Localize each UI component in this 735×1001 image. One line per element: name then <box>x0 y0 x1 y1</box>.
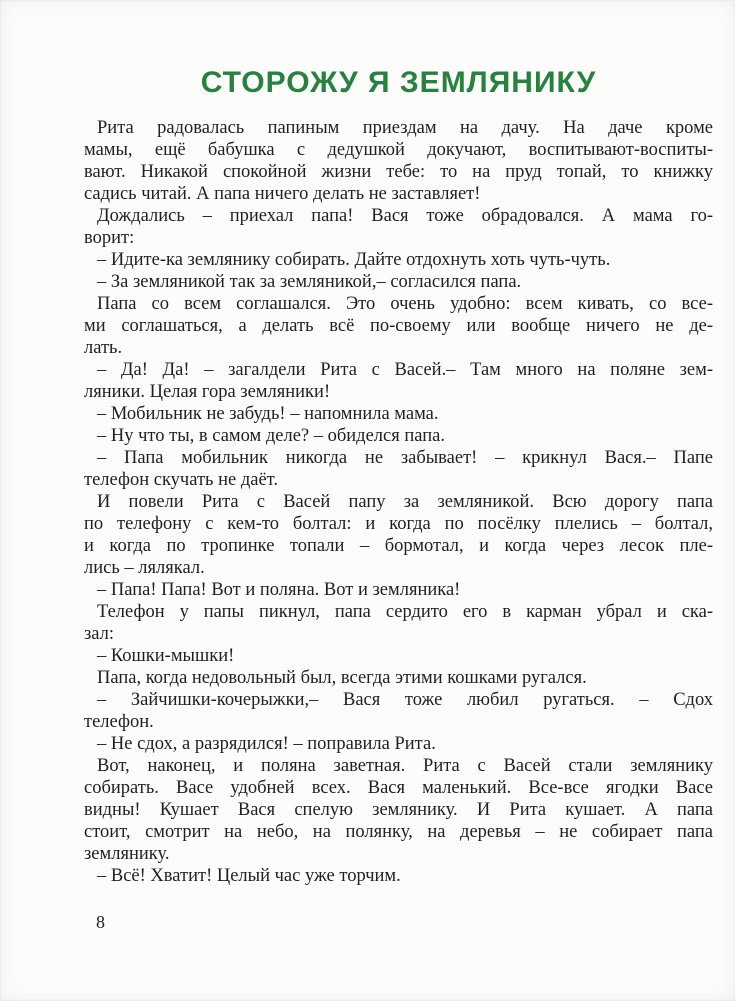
story-title: СТОРОЖУ Я ЗЕМЛЯНИКУ <box>200 66 597 99</box>
text-line: – Зайчишки-кочерыжки,– Вася тоже любил ругаться. – Сдох <box>97 690 713 710</box>
text-line: – Не сдох, а разрядился! – поправила Рита. <box>97 734 436 754</box>
paragraph <box>84 249 713 271</box>
text-line: собирать. Васе удобней всех. Вася маленький. Все-все ягодки Васе <box>84 778 713 798</box>
text-line: Папа со всем соглашался. Это очень удобно: всем кивать, со все- <box>97 294 713 314</box>
paragraph <box>84 447 713 491</box>
text-line: – За земляникой так за земляникой,– согласился папа. <box>97 272 522 292</box>
story-body <box>84 117 713 887</box>
page-number: 8 <box>96 912 105 932</box>
text-line: – Идите-ка землянику собирать. Дайте отдохнуть хоть чуть-чуть. <box>97 250 611 270</box>
paragraph <box>84 667 713 689</box>
text-line: И повели Рита с Васей папу за земляникой. Всю дорогу папа <box>97 492 713 512</box>
text-line: лись – лялякал. <box>84 558 205 578</box>
paragraph <box>84 117 713 205</box>
text-line: – Всё! Хватит! Целый час уже торчим. <box>97 866 401 886</box>
text-line: – Папа мобильник никогда не забывает! – крикнул Вася.– Папе <box>97 448 713 468</box>
text-line: вают. Никакой спокойной жизни тебе: то на пруд топай, то книжку <box>84 162 713 182</box>
text-line: стоит, смотрит на небо, на полянку, на деревья – не собирает папа <box>84 822 713 842</box>
text-line: – Кошки-мышки! <box>97 646 235 666</box>
text-line: зал: <box>84 624 115 644</box>
text-line: – Папа! Папа! Вот и поляна. Вот и земляника! <box>97 580 461 600</box>
paragraph <box>84 403 713 425</box>
paragraph <box>84 491 713 579</box>
text-line: лать. <box>84 338 123 358</box>
paragraph <box>84 645 713 667</box>
paragraph <box>84 359 713 403</box>
text-line: ворит: <box>84 228 135 248</box>
text-line: и когда по тропинке топали – бормотал, и когда через лесок пле- <box>84 536 713 556</box>
paragraph <box>84 733 713 755</box>
paragraph <box>84 755 713 865</box>
text-line: Рита радовалась папиным приездам на дачу. На даче кроме <box>97 118 713 138</box>
text-line: – Да! Да! – загалдели Рита с Васей.– Там много на поляне зем- <box>97 360 713 380</box>
text-line: Дождались – приехал папа! Вася тоже обрадовался. А мама го- <box>97 206 713 226</box>
text-line: Телефон у папы пикнул, папа сердито его в карман убрал и ска- <box>97 602 713 622</box>
text-line: телефон скучать не даёт. <box>84 470 278 490</box>
text-line: Вот, наконец, и поляна заветная. Рита с Васей стали землянику <box>97 756 713 776</box>
text-line: – Мобильник не забудь! – напомнила мама. <box>97 404 439 424</box>
paragraph <box>84 293 713 359</box>
text-line: ляники. Целая гора земляники! <box>84 382 331 402</box>
paragraph <box>84 425 713 447</box>
paragraph <box>84 865 713 887</box>
paragraph <box>84 689 713 733</box>
paragraph <box>84 579 713 601</box>
text-line: телефон. <box>84 712 154 732</box>
text-line: Папа, когда недовольный был, всегда этими кошками ругался. <box>97 668 587 688</box>
text-line: видны! Кушает Вася спелую землянику. И Рита кушает. А папа <box>84 800 713 820</box>
text-line: мамы, ещё бабушка с дедушкой докучают, воспитывают-воспиты- <box>84 140 713 160</box>
text-line: по телефону с кем-то болтал: и когда по посёлку плелись – болтал, <box>84 514 713 534</box>
paragraph <box>84 601 713 645</box>
paragraph <box>84 271 713 293</box>
text-line: садись читай. А папа ничего делать не заставляет! <box>84 184 481 204</box>
text-line: землянику. <box>84 844 170 864</box>
page-footer <box>96 911 105 933</box>
text-line: ми соглашаться, а делать всё по-своему или вообще ничего не де- <box>84 316 713 336</box>
paragraph <box>84 205 713 249</box>
text-line: – Ну что ты, в самом деле? – обиделся папа. <box>97 426 445 446</box>
